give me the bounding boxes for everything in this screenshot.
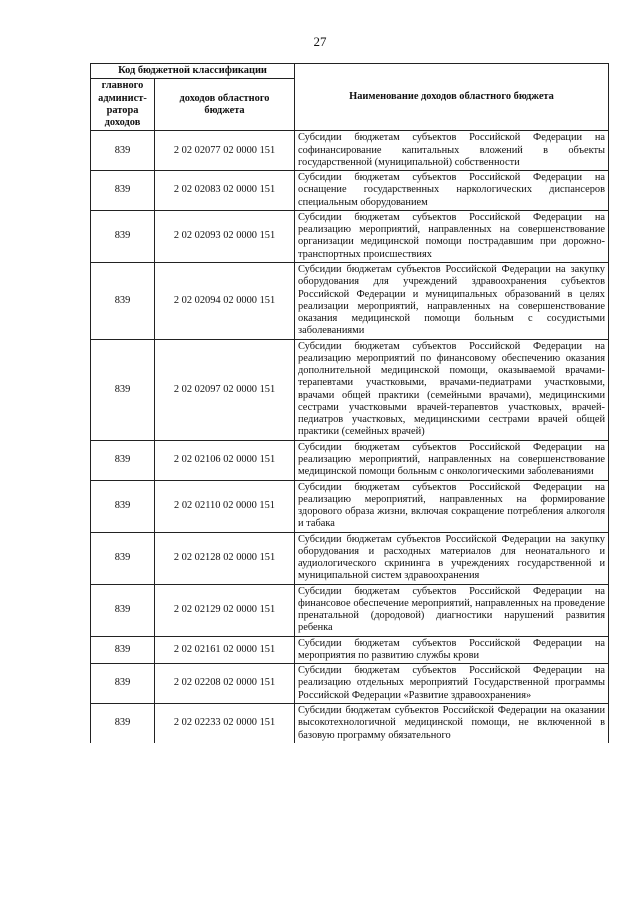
income-name: Субсидии бюджетам субъектов Российской Федерации на закупку оборудования и расходных материалов для неонатального и аудиологического скрининга в учреждениях государственной и муниципальной систем здравоохранения xyxy=(295,532,609,584)
admin-code: 839 xyxy=(91,440,155,480)
admin-code: 839 xyxy=(91,171,155,211)
page-number: 27 xyxy=(313,34,327,49)
header-group: Код бюджетной классификации xyxy=(91,64,295,79)
income-code: 2 02 02110 02 0000 151 xyxy=(155,480,295,532)
table-row xyxy=(91,480,609,532)
income-name: Субсидии бюджетам субъектов Российской Федерации на реализацию мероприятий, направленных на совершенствование медицинской помощи больным с онкологическими заболеваниями xyxy=(295,440,609,480)
income-code: 2 02 02161 02 0000 151 xyxy=(155,636,295,664)
table-row xyxy=(91,584,609,636)
income-code: 2 02 02077 02 0000 151 xyxy=(155,131,295,171)
table-row xyxy=(91,636,609,664)
table-row xyxy=(91,339,609,440)
admin-code: 839 xyxy=(91,704,155,743)
income-name: Субсидии бюджетам субъектов Российской Федерации на реализацию мероприятий по финансовому обеспечению оказания дополнительной медицинской помощи, оказываемой врачами-терапевтами участковыми, врачами-педиатрами участковыми, врачами общей практики (семейными врачами), медицинскими сестрами участковыми врачей-терапевтов участковых, врачей-педиатров участковых, медицинскими сестрами врачей общей практики (семейных врачей) xyxy=(295,339,609,440)
admin-code: 839 xyxy=(91,210,155,262)
admin-code: 839 xyxy=(91,636,155,664)
header-code: доходов областного бюджета xyxy=(155,79,295,131)
admin-code: 839 xyxy=(91,584,155,636)
table-row xyxy=(91,532,609,584)
income-name: Субсидии бюджетам субъектов Российской Федерации на реализацию мероприятий, направленных на совершенствование организации медицинской помощи пострадавшим при дорожно-транспортных происшествиях xyxy=(295,210,609,262)
table-row xyxy=(91,440,609,480)
table-row xyxy=(91,210,609,262)
income-code: 2 02 02129 02 0000 151 xyxy=(155,584,295,636)
income-code: 2 02 02128 02 0000 151 xyxy=(155,532,295,584)
admin-code: 839 xyxy=(91,664,155,704)
table-row xyxy=(91,131,609,171)
income-code: 2 02 02083 02 0000 151 xyxy=(155,171,295,211)
admin-code: 839 xyxy=(91,131,155,171)
income-code: 2 02 02093 02 0000 151 xyxy=(155,210,295,262)
budget-classification-table xyxy=(90,63,609,743)
table-row xyxy=(91,262,609,339)
income-name: Субсидии бюджетам субъектов Российской Федерации на реализацию мероприятий, направленных на формирование здорового образа жизни, включая сокращение потребления алкоголя и табака xyxy=(295,480,609,532)
table-row xyxy=(91,704,609,743)
table-row xyxy=(91,171,609,211)
admin-code: 839 xyxy=(91,480,155,532)
income-name: Субсидии бюджетам субъектов Российской Федерации на оказании высокотехнологичной медицинской помощи, не включенной в базовую программу обязательного xyxy=(295,704,609,743)
income-code: 2 02 02208 02 0000 151 xyxy=(155,664,295,704)
admin-code: 839 xyxy=(91,532,155,584)
header-name: Наименование доходов областного бюджета xyxy=(295,64,609,131)
income-code: 2 02 02233 02 0000 151 xyxy=(155,704,295,743)
income-name: Субсидии бюджетам субъектов Российской Федерации на оснащение государственных наркологических диспансеров специальным оборудованием xyxy=(295,171,609,211)
income-name: Субсидии бюджетам субъектов Российской Федерации на закупку оборудования для учреждений здравоохранения субъектов Российской Федерации и муниципальных образований в целях реализации мероприятий, направленных на совершенствование оказания медицинской помощи больным с сосудистыми заболеваниями xyxy=(295,262,609,339)
admin-code: 839 xyxy=(91,339,155,440)
income-name: Субсидии бюджетам субъектов Российской Федерации на реализацию отдельных мероприятий Государственной программы Российской Федерации «Развитие здравоохранения» xyxy=(295,664,609,704)
income-name: Субсидии бюджетам субъектов Российской Федерации на софинансирование капитальных вложений в объекты государственной (муниципальной) собственности xyxy=(295,131,609,171)
table-row xyxy=(91,664,609,704)
income-name: Субсидии бюджетам субъектов Российской Федерации на мероприятия по развитию службы крови xyxy=(295,636,609,664)
admin-code: 839 xyxy=(91,262,155,339)
income-code: 2 02 02106 02 0000 151 xyxy=(155,440,295,480)
income-name: Субсидии бюджетам субъектов Российской Федерации на финансовое обеспечение мероприятий, направленных на проведение пренатальной (дородовой) диагностики нарушений развития ребенка xyxy=(295,584,609,636)
income-code: 2 02 02097 02 0000 151 xyxy=(155,339,295,440)
header-admin: главного админист-ратора доходов xyxy=(91,79,155,131)
income-code: 2 02 02094 02 0000 151 xyxy=(155,262,295,339)
